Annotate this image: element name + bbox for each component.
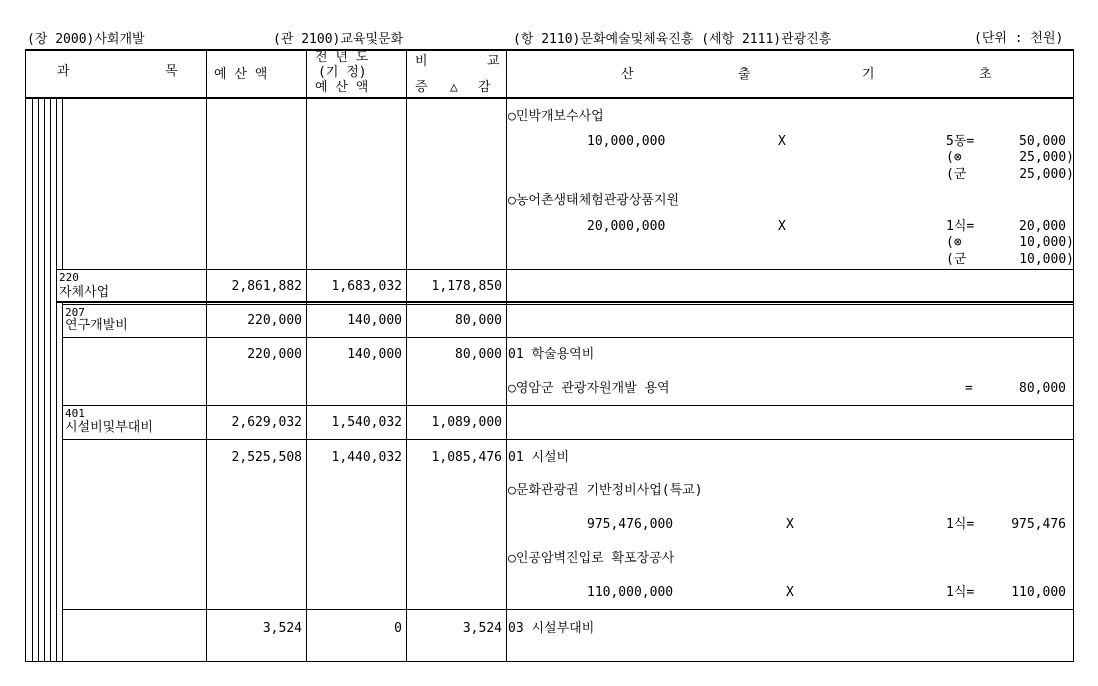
item1-qty: 5동= <box>946 134 975 149</box>
item1-src2: (⊗ <box>946 150 962 165</box>
r401a-title: 01 시설비 <box>508 450 570 465</box>
col-prev-2: (기 정) <box>318 65 367 80</box>
item1-x: X <box>778 134 786 149</box>
jang-label: (장 2000)사회개발 <box>27 32 145 47</box>
col-prev-3: 예 산 액 <box>315 80 369 95</box>
r401b-budget: 3,524 <box>262 621 302 636</box>
r207a-budget: 220,000 <box>247 347 302 362</box>
item1-amount: 10,000,000 <box>587 134 666 149</box>
r207a-item: ○영암군 관광자원개발 용역 <box>508 381 670 396</box>
col-cmp-2b: △ <box>450 80 458 95</box>
r401b-prev: 0 <box>394 621 402 636</box>
r207a-eq: = <box>965 381 973 396</box>
col-prev-1: 전 년 도 <box>315 50 369 65</box>
col-cmp-2c: 감 <box>478 80 491 95</box>
r207a-title: 01 학술용역비 <box>508 347 595 362</box>
r401a-diff: 1,085,476 <box>431 450 502 465</box>
r220-name: 자체사업 <box>59 285 110 300</box>
col-basis-4: 초 <box>979 67 992 82</box>
col-basis-2: 출 <box>738 67 751 82</box>
r401-diff: 1,089,000 <box>431 415 502 430</box>
r207-code: 207 <box>65 306 85 319</box>
item2-amount: 20,000,000 <box>587 219 666 234</box>
r401a-item2-x: X <box>786 585 794 600</box>
r401-name: 시설비및부대비 <box>65 420 153 435</box>
col-cmp-1a: 비 <box>415 54 428 69</box>
r401a-budget: 2,525,508 <box>231 450 302 465</box>
r207-prev: 140,000 <box>347 313 402 328</box>
r207-budget: 220,000 <box>247 313 302 328</box>
r401a-item1-x: X <box>786 517 794 532</box>
unit-label: (단위 : 천원) <box>974 31 1064 46</box>
r401b-title: 03 시설부대비 <box>508 621 595 636</box>
r401a-item2-qty: 1식= <box>946 585 975 600</box>
item1-title: ○민박개보수사업 <box>508 109 604 124</box>
r401a-item1-qty: 1식= <box>946 517 975 532</box>
r220-diff: 1,178,850 <box>431 279 502 294</box>
r207a-diff: 80,000 <box>455 347 502 362</box>
item2-src3: (군 <box>946 252 967 267</box>
item2-src2: (⊗ <box>946 235 962 250</box>
r401b-diff: 3,524 <box>462 621 502 636</box>
r401-prev: 1,540,032 <box>331 415 402 430</box>
r207a-prev: 140,000 <box>347 347 402 362</box>
r220-prev: 1,683,032 <box>331 279 402 294</box>
r401a-item2-val: 110,000 <box>1011 585 1066 600</box>
col-subject-right: 목 <box>165 64 178 79</box>
col-subject-left: 과 <box>57 64 70 79</box>
r401a-item2-amount: 110,000,000 <box>587 585 674 600</box>
item1-src3: (군 <box>946 167 967 182</box>
item2-x: X <box>778 219 786 234</box>
r207-name: 연구개발비 <box>65 318 128 333</box>
item2-val1: 20,000 <box>1019 219 1066 234</box>
item2-title: ○농어촌생태체험관광상품지원 <box>508 193 680 208</box>
r401-budget: 2,629,032 <box>231 415 302 430</box>
item1-val2: 25,000) <box>1019 150 1074 165</box>
item2-val2: 10,000) <box>1019 235 1074 250</box>
col-cmp-1b: 교 <box>487 54 500 69</box>
r207a-val: 80,000 <box>1019 381 1066 396</box>
col-basis-1: 산 <box>621 67 634 82</box>
hang-label: (항 2110)문화예술및체육진흥 (세항 2111)관광진흥 <box>513 32 832 47</box>
col-budget: 예 산 액 <box>214 67 268 82</box>
r207-diff: 80,000 <box>455 313 502 328</box>
r220-budget: 2,861,882 <box>231 279 302 294</box>
r401-code: 401 <box>65 407 85 420</box>
r401a-prev: 1,440,032 <box>331 450 402 465</box>
item2-val3: 10,000) <box>1019 252 1074 267</box>
r401a-item1-amount: 975,476,000 <box>587 517 674 532</box>
col-cmp-2a: 증 <box>415 80 428 95</box>
r401a-item1-val: 975,476 <box>1011 517 1066 532</box>
item1-val1: 50,000 <box>1019 134 1066 149</box>
r401a-item1: ○문화관광권 기반정비사업(특교) <box>508 483 703 498</box>
gwan-label: (관 2100)교육및문화 <box>273 32 404 47</box>
item2-qty: 1식= <box>946 219 975 234</box>
r220-code: 220 <box>59 271 79 284</box>
item1-val3: 25,000) <box>1019 167 1074 182</box>
col-basis-3: 기 <box>862 67 875 82</box>
r401a-item2: ○인공암벽진입로 확포장공사 <box>508 551 675 566</box>
